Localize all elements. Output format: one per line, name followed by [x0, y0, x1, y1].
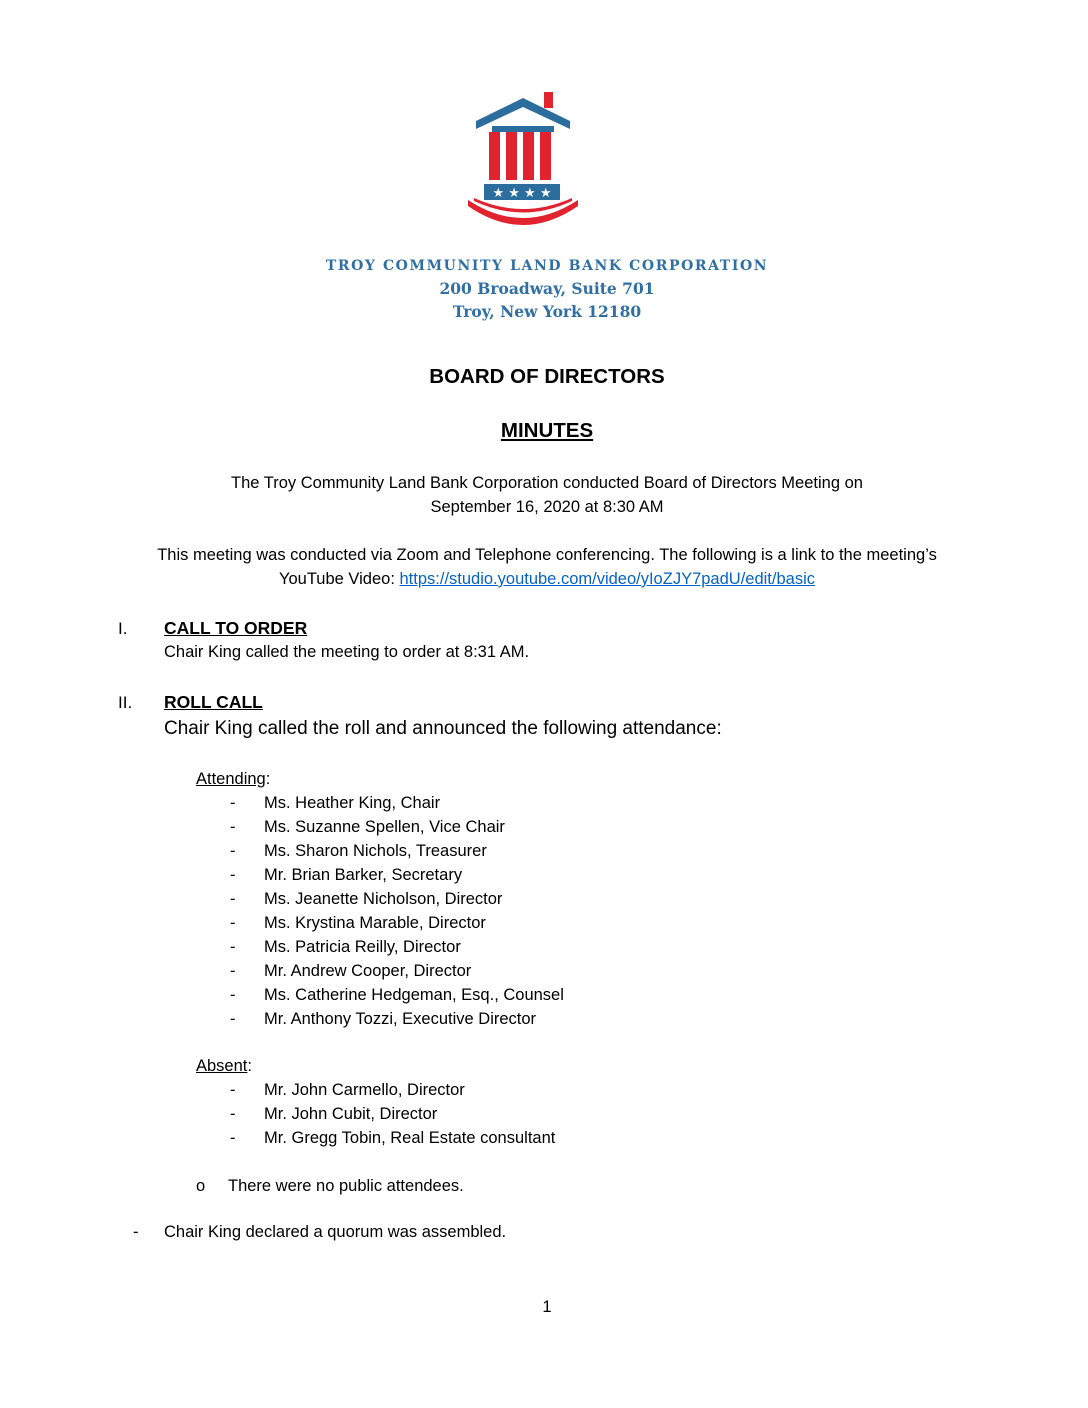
- public-note-bullet: o: [196, 1177, 206, 1195]
- absent-colon: :: [247, 1057, 252, 1075]
- quorum-text: Chair King declared a quorum was assembled.: [164, 1223, 507, 1241]
- attendee-item: Ms. Suzanne Spellen, Vice Chair: [264, 818, 505, 836]
- section-1-title: CALL TO ORDER: [164, 618, 308, 638]
- land-bank-logo: [462, 88, 584, 228]
- public-note-text: There were no public attendees.: [228, 1177, 464, 1195]
- section-1-numeral: I.: [118, 619, 128, 638]
- list-dash: -: [230, 986, 236, 1004]
- organization-name: TROY COMMUNITY LAND BANK CORPORATION: [325, 258, 769, 274]
- page-number: 1: [542, 1298, 552, 1316]
- attending-label: Attending: [196, 770, 266, 788]
- zoom-line-1: This meeting was conducted via Zoom and Telephone conferencing. The following is a link to the meeting’s: [157, 546, 937, 564]
- list-dash: -: [230, 1105, 236, 1123]
- section-2-numeral: II.: [118, 693, 133, 712]
- attending-heading: [196, 770, 270, 789]
- absent-label: Absent: [196, 1057, 248, 1075]
- svg-text:★ ★ ★ ★: ★ ★ ★ ★: [492, 186, 552, 201]
- absent-heading: [196, 1057, 252, 1076]
- zoom-line-2-prefix: YouTube Video:: [279, 570, 400, 588]
- attendee-item: Ms. Patricia Reilly, Director: [264, 938, 461, 956]
- organization-address-line1: 200 Broadway, Suite 701: [439, 279, 655, 298]
- attendee-item: Mr. Brian Barker, Secretary: [264, 866, 463, 884]
- list-dash: -: [230, 914, 236, 932]
- attendee-item: Ms. Catherine Hedgeman, Esq., Counsel: [264, 986, 564, 1004]
- quorum-bullet: -: [133, 1223, 139, 1241]
- list-dash: -: [230, 1129, 236, 1147]
- attendee-item: Ms. Krystina Marable, Director: [264, 914, 486, 932]
- list-dash: -: [230, 1010, 236, 1028]
- attendee-item: Ms. Sharon Nichols, Treasurer: [264, 842, 487, 860]
- youtube-video-link[interactable]: https://studio.youtube.com/video/yIoZJY7padU/edit/basic: [399, 570, 815, 588]
- intro-paragraph: [0, 471, 1088, 519]
- absentee-item: Mr. Gregg Tobin, Real Estate consultant: [264, 1129, 556, 1147]
- attendee-item: Ms. Jeanette Nicholson, Director: [264, 890, 503, 908]
- section-1-text: Chair King called the meeting to order at 8:31 AM.: [164, 643, 530, 661]
- list-dash: -: [230, 794, 236, 812]
- list-dash: -: [230, 938, 236, 956]
- list-dash: -: [230, 842, 236, 860]
- document-title: BOARD OF DIRECTORS: [429, 365, 665, 388]
- attendee-item: Ms. Heather King, Chair: [264, 794, 441, 812]
- section-2-title: ROLL CALL: [164, 692, 263, 712]
- list-dash: -: [230, 866, 236, 884]
- organization-address-line2: Troy, New York 12180: [452, 302, 642, 321]
- list-dash: -: [230, 890, 236, 908]
- attendee-item: Mr. Anthony Tozzi, Executive Director: [264, 1010, 537, 1028]
- absentee-item: Mr. John Carmello, Director: [264, 1081, 465, 1099]
- list-dash: -: [230, 962, 236, 980]
- attendee-item: Mr. Andrew Cooper, Director: [264, 962, 472, 980]
- section-2-text: Chair King called the roll and announced the following attendance:: [164, 718, 722, 739]
- attending-colon: :: [265, 770, 271, 788]
- zoom-paragraph: [0, 543, 1088, 591]
- intro-line-2: September 16, 2020 at 8:30 AM: [430, 498, 664, 516]
- list-dash: -: [230, 818, 236, 836]
- list-dash: -: [230, 1081, 236, 1099]
- absentee-item: Mr. John Cubit, Director: [264, 1105, 438, 1123]
- zoom-line-2: [0, 567, 1088, 591]
- intro-line-1: The Troy Community Land Bank Corporation conducted Board of Directors Meeting on: [231, 474, 863, 492]
- document-subtitle: MINUTES: [500, 419, 594, 442]
